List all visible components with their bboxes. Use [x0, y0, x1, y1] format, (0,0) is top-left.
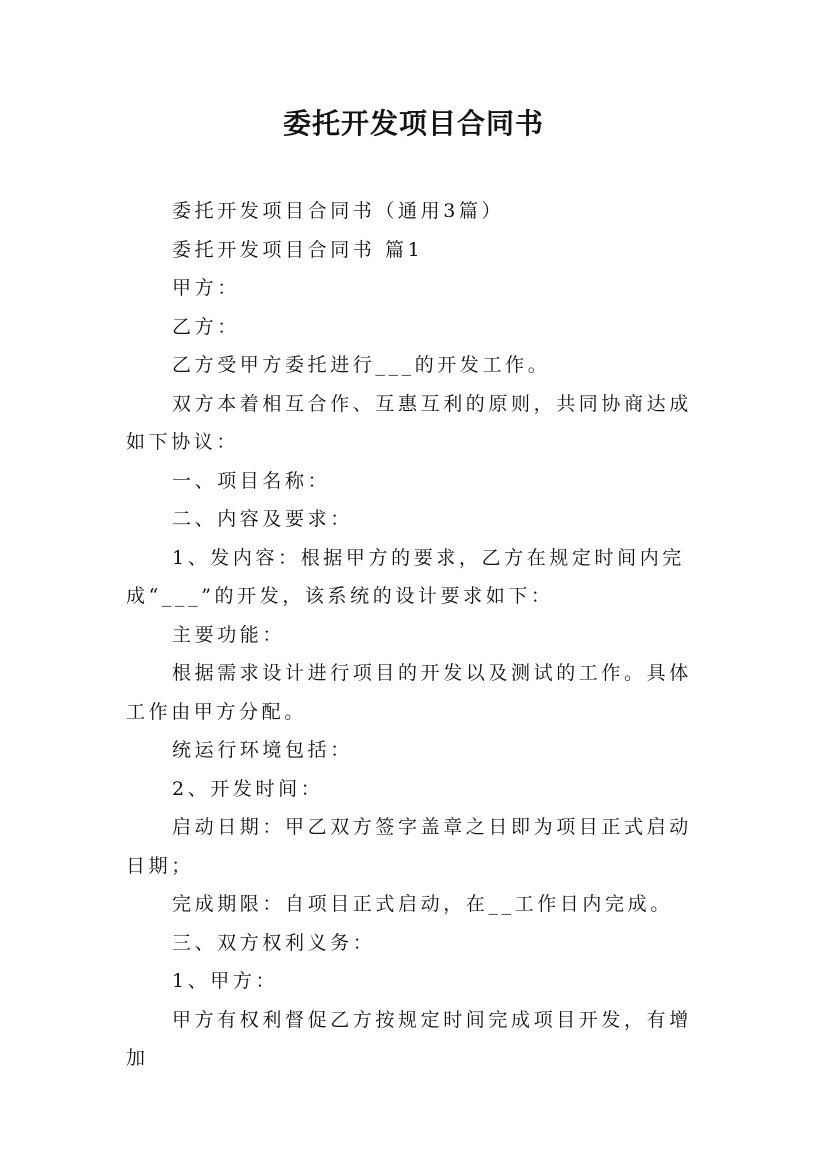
paragraph-development-content: 1、发内容：根据甲方的要求，乙方在规定时间内完成“___”的开发，该系统的设计要求如下： — [126, 546, 685, 607]
paragraph-requirements-design: 根据需求设计进行项目的开发以及测试的工作。具体工作由甲方分配。 — [126, 662, 692, 723]
paragraph-main-functions: 主要功能： — [172, 623, 286, 646]
paragraph-project-name: 一、项目名称： — [172, 469, 331, 492]
paragraph-party-a-heading: 1、甲方： — [172, 970, 279, 992]
paragraph-deadline: 完成期限：自项目正式启动，在__工作日内完成。 — [172, 893, 673, 915]
paragraph-development-time: 2、开发时间： — [172, 777, 324, 800]
paragraph-rights-obligations: 三、双方权利义务： — [172, 931, 376, 954]
paragraph-content-requirements: 二、内容及要求： — [172, 508, 353, 530]
paragraph-section-heading: 委托开发项目合同书 篇1 — [172, 238, 424, 261]
paragraph-subtitle: 委托开发项目合同书（通用3篇） — [172, 200, 505, 222]
paragraph-party-a-rights: 甲方有权利督促乙方按规定时间完成项目开发，有增加 — [126, 1008, 692, 1069]
paragraph-party-b: 乙方： — [172, 315, 240, 338]
paragraph-party-a: 甲方： — [172, 277, 240, 299]
paragraph-commission: 乙方受甲方委托进行___的开发工作。 — [172, 354, 551, 376]
paragraph-runtime-environment: 统运行环境包括： — [172, 739, 353, 761]
document-body — [126, 192, 704, 1078]
paragraph-agreement: 双方本着相互合作、互惠互利的原则，共同协商达成如下协议： — [126, 392, 692, 453]
document-title: 委托开发项目合同书 — [282, 107, 544, 140]
paragraph-start-date: 启动日期：甲乙双方签字盖章之日即为项目正式启动日期； — [126, 816, 692, 877]
